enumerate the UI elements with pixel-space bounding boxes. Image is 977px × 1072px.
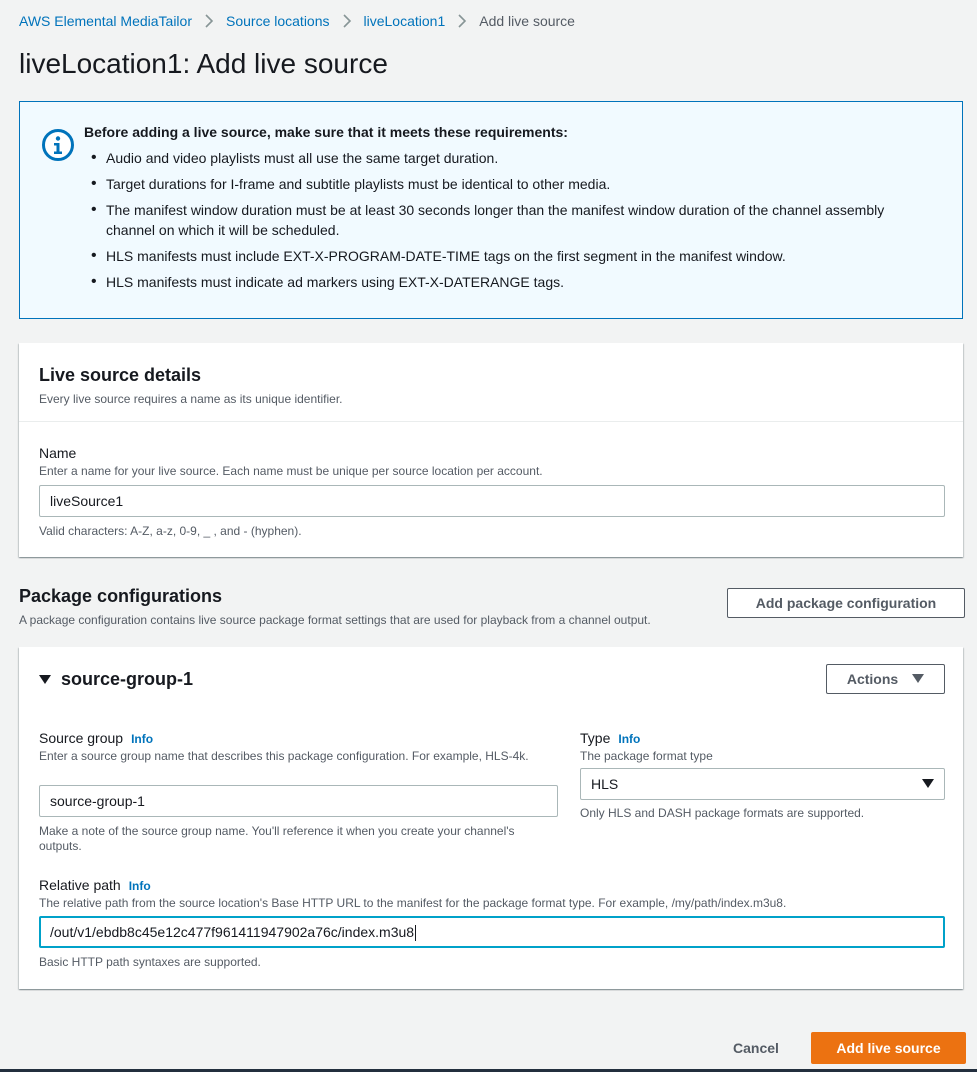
source-group-info-link[interactable]: Info xyxy=(131,732,154,746)
relative-path-constraint: Basic HTTP path syntaxes are supported. xyxy=(39,955,261,969)
relative-path-info-link[interactable]: Info xyxy=(128,879,151,893)
type-label-row xyxy=(580,730,640,746)
type-constraint: Only HLS and DASH package formats are supported. xyxy=(580,806,865,820)
breadcrumb xyxy=(19,13,575,29)
chevron-right-icon xyxy=(204,14,214,28)
source-group-label-row xyxy=(39,730,153,746)
requirements-alert xyxy=(19,101,963,319)
type-select-value: HLS xyxy=(591,776,619,792)
relative-path-description: The relative path from the source location's Base HTTP URL to the manifest for the package format type. For example, /my/path/index.m3u8. xyxy=(39,896,787,910)
list-item: • HLS manifests must include EXT-X-PROGRAM-DATE-TIME tags on the first segment in the manifest window. xyxy=(84,246,924,266)
details-title: Live source details xyxy=(39,365,202,385)
caret-down-icon xyxy=(39,675,51,685)
live-source-details-card xyxy=(19,343,963,557)
chevron-right-icon xyxy=(457,14,467,28)
name-input[interactable]: liveSource1 xyxy=(39,485,945,517)
type-description: The package format type xyxy=(580,749,713,763)
relative-path-label: Relative path xyxy=(39,877,121,893)
list-item: • Audio and video playlists must all use the same target duration. xyxy=(84,148,924,168)
source-group-description: Enter a source group name that describes this package configuration. For example, HLS-4k. xyxy=(39,749,529,763)
name-constraint: Valid characters: A-Z, a-z, 0-9, _ , and - (hyphen). xyxy=(39,524,302,538)
type-select[interactable] xyxy=(580,768,945,800)
actions-button[interactable] xyxy=(826,664,945,694)
chevron-right-icon xyxy=(342,14,352,28)
list-item: • HLS manifests must indicate ad markers using EXT-X-DATERANGE tags. xyxy=(84,272,924,292)
type-label: Type xyxy=(580,730,611,746)
source-group-title: source-group-1 xyxy=(61,669,194,689)
list-item: • The manifest window duration must be at least 30 seconds longer than the manifest window duration of the channel assembly channel on which it will be scheduled. xyxy=(84,200,924,240)
package-description: A package configuration contains live source package format settings that are used for playback from a channel output. xyxy=(19,613,651,627)
caret-down-icon xyxy=(912,674,924,684)
breadcrumb-live-location[interactable]: liveLocation1 xyxy=(363,13,446,29)
package-configuration-card xyxy=(19,647,963,989)
source-group-expander[interactable] xyxy=(39,669,193,690)
add-package-configuration-button[interactable]: Add package configuration xyxy=(727,588,965,618)
details-description: Every live source requires a name as its unique identifier. xyxy=(39,392,343,406)
card-divider xyxy=(19,421,963,422)
type-info-link[interactable]: Info xyxy=(618,732,641,746)
list-item: • Target durations for I-frame and subtitle playlists must be identical to other media. xyxy=(84,174,924,194)
name-description: Enter a name for your live source. Each name must be unique per source location per account. xyxy=(39,464,543,478)
breadcrumb-mediatailor[interactable]: AWS Elemental MediaTailor xyxy=(19,13,192,29)
actions-label: Actions xyxy=(846,671,899,687)
page-title: liveLocation1: Add live source xyxy=(19,48,388,79)
caret-down-icon xyxy=(922,779,934,789)
text-cursor xyxy=(415,925,416,941)
requirements-list xyxy=(84,148,924,298)
source-group-input[interactable]: source-group-1 xyxy=(39,785,558,817)
add-live-source-button[interactable]: Add live source xyxy=(811,1032,966,1064)
name-label: Name xyxy=(39,445,77,461)
breadcrumb-current: Add live source xyxy=(479,13,575,29)
info-circle-icon xyxy=(41,128,75,162)
relative-path-value: /out/v1/ebdb8c45e12c477f961411947902a76c/index.m3u8 xyxy=(50,924,415,940)
breadcrumb-source-locations[interactable]: Source locations xyxy=(226,13,330,29)
package-title: Package configurations xyxy=(19,586,223,606)
relative-path-input[interactable] xyxy=(39,916,945,948)
alert-heading: Before adding a live source, make sure that it meets these requirements: xyxy=(84,124,568,140)
source-group-label: Source group xyxy=(39,730,124,746)
relative-path-label-row xyxy=(39,877,151,893)
source-group-constraint: Make a note of the source group name. You'll reference it when you create your channel's outputs. xyxy=(39,824,515,853)
cancel-button[interactable]: Cancel xyxy=(733,1040,779,1056)
